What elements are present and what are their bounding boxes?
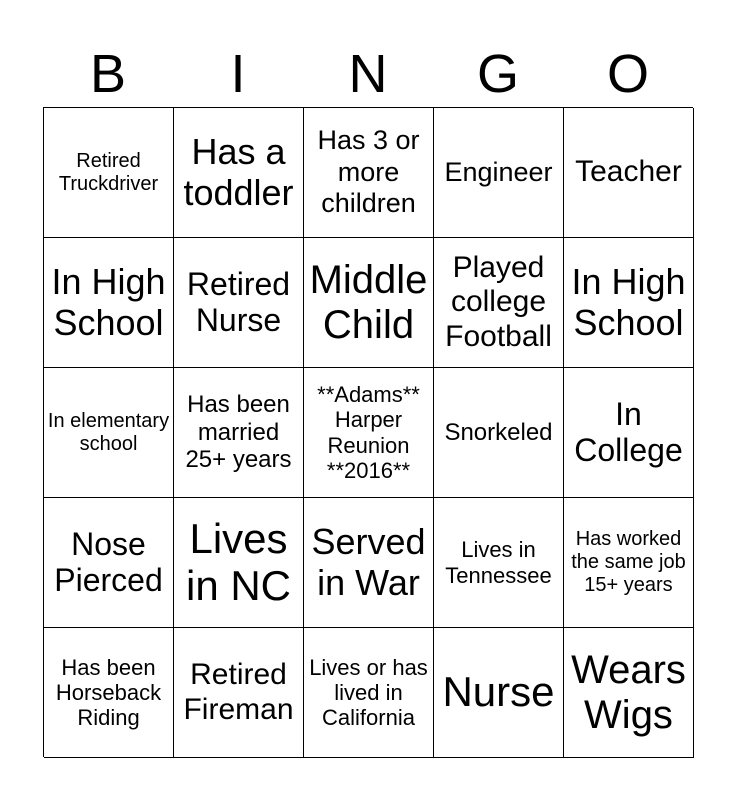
bingo-cell[interactable]: Served in War [304, 498, 434, 628]
bingo-cell[interactable]: Has a toddler [174, 108, 304, 238]
header-letter-i: I [230, 44, 246, 104]
bingo-cell[interactable]: Has worked the same job 15+ years [564, 498, 694, 628]
bingo-cell[interactable]: Lives or has lived in California [304, 628, 434, 758]
bingo-cell[interactable]: In High School [564, 238, 694, 368]
bingo-cell[interactable]: Engineer [434, 108, 564, 238]
bingo-cell[interactable]: Has 3 or more children [304, 108, 434, 238]
bingo-cell[interactable]: In High School [44, 238, 174, 368]
bingo-cell[interactable]: Nose Pierced [44, 498, 174, 628]
header-letter-b: B [89, 44, 127, 104]
bingo-cell[interactable]: Middle Child [304, 238, 434, 368]
bingo-cell[interactable]: In elementary school [44, 368, 174, 498]
header-letter-o: O [606, 44, 649, 104]
bingo-cell[interactable]: Has been married 25+ years [174, 368, 304, 498]
bingo-cell[interactable]: Retired Truckdriver [44, 108, 174, 238]
bingo-cell[interactable]: **Adams** Harper Reunion **2016** [304, 368, 434, 498]
bingo-cell[interactable]: Has been Horseback Riding [44, 628, 174, 758]
header-letter-g: G [476, 44, 519, 104]
bingo-cell[interactable]: Played college Football [434, 238, 564, 368]
bingo-cell[interactable]: In College [564, 368, 694, 498]
bingo-cell[interactable]: Lives in NC [174, 498, 304, 628]
bingo-cell[interactable]: Snorkeled [434, 368, 564, 498]
bingo-cell[interactable]: Retired Nurse [174, 238, 304, 368]
bingo-cell[interactable]: Nurse [434, 628, 564, 758]
bingo-cell[interactable]: Teacher [564, 108, 694, 238]
bingo-cell[interactable]: Wears Wigs [564, 628, 694, 758]
bingo-cell[interactable]: Lives in Tennessee [434, 498, 564, 628]
bingo-cell[interactable]: Retired Fireman [174, 628, 304, 758]
header-letter-n: N [348, 44, 388, 104]
bingo-header [43, 40, 693, 108]
bingo-grid [43, 107, 693, 757]
